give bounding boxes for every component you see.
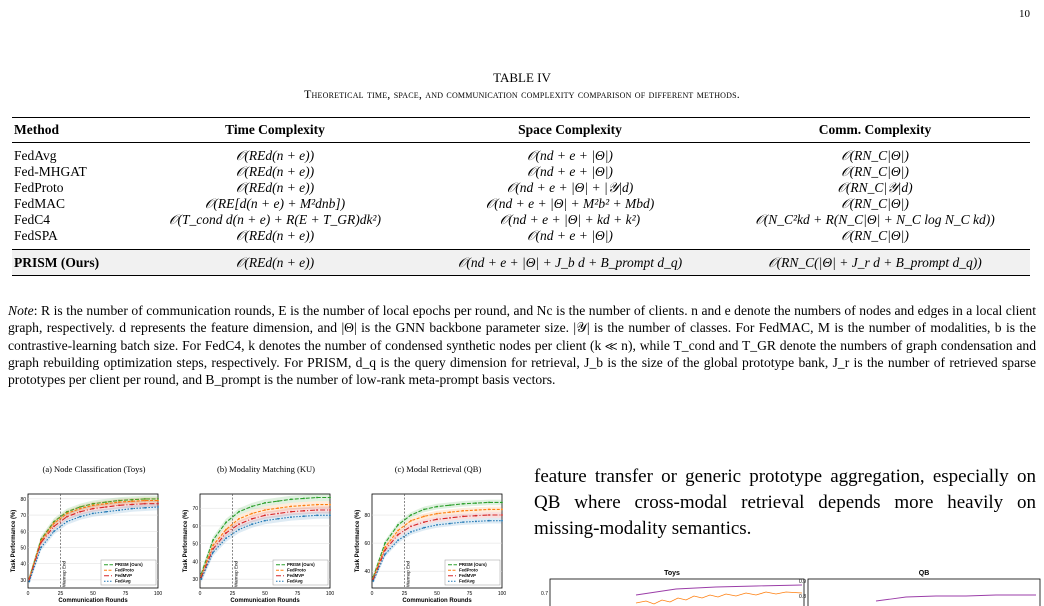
body-paragraph: feature transfer or generic prototype aggregation, especially on QB where cross-modal retrieval depends more heavily on missing-modality semantics. [534, 466, 1036, 539]
data-point [488, 509, 490, 511]
table-note: Note: R is the number of communication rounds, E is the number of local epochs per round, and Nc is the number of clients. n and e denote the numbers of nodes and edges in a local client graph, respectively. d represents the feature dimension, and |Θ| is the GNN backbone parameter size. |𝒴| is the number of classes. For FedMAC, M is the number of modalities, b is the contrastive-learning batch size. For FedC4, k denotes the number of condensed synthetic nodes per client (k ≪ n), while T_cond and T_GR denote the numbers of graph condensation and graph rebuilding optimization steps, respectively. For PRISM, d_q is the query dimension for retrieval, J_b is the size of the global prototype bank, J_r is the number of retrieved sparse prototypes per client per round, and B_prompt is the number of low-rank meta-prompt basis vectors. [8, 303, 1036, 388]
data-point [277, 513, 279, 515]
legend-label: FedProto [287, 567, 306, 573]
data-point [79, 516, 81, 518]
data-point [105, 511, 107, 513]
data-point [53, 530, 55, 532]
data-point [384, 553, 386, 555]
cell-comm: 𝒪(RN_C|Θ|) [841, 148, 909, 163]
data-point [264, 502, 266, 504]
data-point [436, 506, 438, 508]
data-point [316, 509, 318, 511]
warmup-label: Warmup End [61, 560, 67, 588]
cell-space: 𝒪(nd + e + |Θ| + |𝒴|d) [506, 180, 634, 195]
legend-label: PRISM (Ours) [115, 562, 143, 567]
x-tick-label: 25 [229, 591, 236, 597]
cell-method: FedMAC [14, 196, 66, 211]
y-tick-label: 50 [20, 545, 26, 552]
data-point [316, 514, 318, 516]
data-point [397, 524, 399, 526]
legend-label: FedProto [115, 567, 134, 573]
data-point [225, 522, 227, 524]
cell-space: 𝒪(nd + e + |Θ|) [527, 148, 613, 163]
data-point [423, 527, 425, 529]
cell-method: FedC4 [14, 212, 51, 227]
line-chart-modality-matching [180, 474, 352, 606]
header-time: Time Complexity [130, 118, 420, 143]
y-tick-label: 60 [20, 529, 26, 536]
x-axis-label: Communication Rounds [230, 598, 300, 604]
x-tick-label: 100 [153, 591, 163, 597]
data-point [316, 504, 318, 506]
data-point [290, 498, 292, 500]
cell-method: FedAvg [14, 148, 57, 163]
x-tick-label: 50 [262, 591, 268, 597]
cell-time: 𝒪(REd(n + e)) [235, 228, 315, 243]
table-caption [0, 70, 1044, 102]
data-point [264, 514, 266, 516]
x-tick-label: 100 [497, 591, 507, 597]
data-point [131, 504, 133, 506]
fig2-line-orange [636, 592, 802, 604]
y-axis-label: Task Performance (%) [11, 509, 17, 573]
data-point [384, 549, 386, 551]
data-point [501, 502, 503, 504]
figure-panel-c [352, 464, 524, 606]
legend-label: FedProto [459, 567, 478, 573]
data-point [397, 539, 399, 541]
data-point [144, 503, 146, 505]
data-point [329, 514, 331, 516]
x-tick-label: 0 [198, 591, 202, 597]
x-tick-label: 100 [325, 591, 335, 597]
data-point [316, 497, 318, 499]
x-axis-label: Communication Rounds [402, 598, 472, 604]
data-point [436, 524, 438, 526]
fig2-title-qb: QB [918, 570, 930, 577]
line-chart-node-classification [8, 474, 180, 606]
note-text: R is the number of communication rounds, E is the number of local epochs per round, and Nc is the number of clients. n and e denote the numbers of nodes and edges in a local client graph, respectively. d represents the feature dimension, and |Θ| is the GNN backbone parameter size. |𝒴| is the number of classes. For FedMAC, M is the number of modalities, b is the contrastive-learning batch size. For FedC4, k denotes the number of condensed synthetic nodes per client (k ≪ n), while T_cond and T_GR denote the numbers of graph condensation and graph rebuilding optimization steps, respectively. For PRISM, d_q is the query dimension for retrieval, J_b is the size of the global prototype bank, J_r is the number of retrieved sparse prototypes per client per round, and B_prompt is the number of low-rank meta-prompt basis vectors. [8, 303, 1036, 388]
y-tick-label: 60 [192, 523, 198, 530]
data-point [118, 509, 120, 511]
header-space: Space Complexity [420, 118, 720, 143]
data-point [238, 511, 240, 513]
warmup-label: Warmup End [405, 560, 411, 588]
data-point [462, 516, 464, 518]
table-title: Theoretical time, space, and communication complexity comparison of different methods. [304, 87, 740, 101]
data-point [225, 532, 227, 534]
data-point [40, 542, 42, 544]
header-comm: Comm. Complexity [720, 118, 1030, 143]
cell-space: 𝒪(nd + e + |Θ| + J_b d + B_prompt d_q) [420, 250, 720, 276]
data-point [118, 504, 120, 506]
y-tick-label: 70 [20, 513, 26, 520]
x-tick-label: 75 [294, 591, 301, 597]
cell-comm: 𝒪(N_C²kd + R(N_C|Θ| + N_C log N_C kd)) [755, 212, 995, 227]
y-tick-label: 40 [20, 561, 26, 568]
table-row-ours [12, 250, 1030, 276]
data-point [449, 517, 451, 519]
line-chart-modal-retrieval [352, 474, 524, 606]
cell-space: 𝒪(nd + e + |Θ|) [527, 228, 613, 243]
data-point [475, 521, 477, 523]
data-point [449, 504, 451, 506]
x-tick-label: 25 [57, 591, 64, 597]
cell-comm: 𝒪(RN_C|Θ|) [841, 196, 909, 211]
data-point [200, 578, 202, 580]
data-point [212, 552, 214, 554]
data-point [488, 502, 490, 504]
header-method: Method [12, 118, 130, 143]
data-point [264, 509, 266, 511]
y-tick-label: 60 [364, 541, 370, 548]
data-point [410, 514, 412, 516]
data-point [423, 516, 425, 518]
y-tick-label: 40 [364, 569, 370, 576]
fig2-axes-qb [808, 579, 1040, 606]
data-point [410, 531, 412, 533]
data-point [157, 506, 159, 508]
data-point [436, 518, 438, 520]
data-point [251, 506, 253, 508]
legend-label: PRISM (Ours) [287, 562, 315, 567]
data-point [303, 515, 305, 517]
table-label: TABLE IV [493, 70, 551, 85]
x-tick-label: 25 [401, 591, 408, 597]
data-point [40, 547, 42, 549]
cell-comm: 𝒪(RN_C|Θ|) [841, 164, 909, 179]
data-point [329, 497, 331, 499]
data-point [238, 518, 240, 520]
table-header-row [12, 118, 1030, 143]
data-point [501, 509, 503, 511]
data-point [290, 506, 292, 508]
table-row [12, 212, 1030, 228]
data-point [277, 500, 279, 502]
table-row [12, 196, 1030, 212]
data-point [131, 508, 133, 510]
data-point [329, 509, 331, 511]
table-row [12, 143, 1030, 165]
data-point [66, 521, 68, 523]
y-tick-label: 80 [364, 513, 370, 520]
data-point [372, 580, 374, 582]
data-point [397, 534, 399, 536]
data-point [449, 523, 451, 525]
data-point [277, 518, 279, 520]
y-tick-label: 30 [192, 577, 198, 584]
y-tick-label: 40 [192, 559, 198, 566]
data-point [423, 521, 425, 523]
data-point [423, 509, 425, 511]
cell-time: 𝒪(RE[d(n + e) + M²dnb]) [204, 196, 346, 211]
data-point [79, 511, 81, 513]
warmup-label: Warmup End [233, 560, 239, 588]
x-tick-label: 0 [370, 591, 374, 597]
legend-label: FedAvg [287, 578, 303, 584]
figure-panel-a [8, 464, 180, 606]
data-point [462, 503, 464, 505]
fig2-ytick-qb-0: 0.9 [799, 579, 806, 585]
cell-space: 𝒪(nd + e + |Θ| + M²b² + Mbd) [485, 196, 655, 211]
x-axis-label: Communication Rounds [58, 598, 128, 604]
data-point [436, 513, 438, 515]
table-row [12, 164, 1030, 180]
cell-method: FedSPA [14, 228, 58, 243]
data-point [212, 539, 214, 541]
data-point [329, 504, 331, 506]
data-point [225, 537, 227, 539]
fig2-line-qb [876, 595, 1036, 601]
data-point [66, 516, 68, 518]
cell-time: 𝒪(REd(n + e)) [130, 250, 420, 276]
fig2-title-toys: Toys [664, 570, 680, 577]
cell-time: 𝒪(REd(n + e)) [235, 164, 315, 179]
data-point [92, 508, 94, 510]
data-point [303, 510, 305, 512]
fig2-axes-toys [550, 579, 804, 606]
cell-space: 𝒪(nd + e + |Θ| + kd + k²) [499, 212, 641, 227]
y-axis-label: Task Performance (%) [355, 509, 361, 573]
data-point [251, 523, 253, 525]
cell-time: 𝒪(T_cond d(n + e) + R(E + T_GR)dk²) [169, 212, 381, 227]
panel-title: (c) Modal Retrieval (QB) [394, 464, 482, 474]
cell-space: 𝒪(nd + e + |Θ|) [527, 164, 613, 179]
x-tick-label: 75 [122, 591, 129, 597]
data-point [475, 515, 477, 517]
cell-time: 𝒪(REd(n + e)) [235, 148, 315, 163]
data-point [238, 529, 240, 531]
fig2-ytick-qb-1: 0.8 [799, 594, 806, 600]
legend-label: FedAvg [115, 578, 131, 584]
note-label: Note [8, 303, 34, 318]
data-point [488, 514, 490, 516]
legend-label: FedAvg [459, 578, 475, 584]
figure-panel-b [180, 464, 352, 606]
data-point [303, 498, 305, 500]
panel-title: (a) Node Classification (Toys) [42, 464, 146, 474]
panel-title: (b) Modality Matching (KU) [217, 464, 315, 474]
cell-time: 𝒪(REd(n + e)) [235, 180, 315, 195]
data-point [264, 520, 266, 522]
y-tick-label: 80 [20, 496, 26, 503]
data-point [462, 521, 464, 523]
data-point [397, 530, 399, 532]
cell-method: FedProto [14, 180, 64, 195]
table-row [12, 180, 1030, 196]
data-point [105, 506, 107, 508]
y-axis-label: Task Performance (%) [183, 509, 189, 573]
x-tick-label: 75 [466, 591, 473, 597]
complexity-table [12, 117, 1030, 276]
data-point [410, 525, 412, 527]
data-point [290, 511, 292, 513]
legend-label: PRISM (Ours) [459, 562, 487, 567]
data-point [501, 520, 503, 522]
data-point [92, 513, 94, 515]
data-point [238, 523, 240, 525]
cell-comm: 𝒪(RN_C|𝒴|d) [837, 180, 913, 195]
table-body [12, 143, 1030, 250]
cell-comm: 𝒪(RN_C(|Θ| + J_r d + B_prompt d_q)) [720, 250, 1030, 276]
data-point [251, 513, 253, 515]
data-point [277, 507, 279, 509]
data-point [28, 581, 30, 583]
legend-label: FedMVP [287, 573, 304, 578]
data-point [290, 516, 292, 518]
figure-2-partial [536, 565, 1044, 606]
data-point [449, 511, 451, 513]
y-tick-label: 70 [192, 506, 198, 513]
data-point [53, 526, 55, 528]
data-point [475, 509, 477, 511]
cell-comm: 𝒪(RN_C|Θ|) [841, 228, 909, 243]
legend-label: FedMVP [459, 573, 476, 578]
data-point [410, 520, 412, 522]
data-point [144, 507, 146, 509]
y-tick-label: 50 [192, 541, 198, 548]
x-tick-label: 0 [26, 591, 30, 597]
data-point [251, 518, 253, 520]
x-tick-label: 50 [434, 591, 440, 597]
cell-method: PRISM (Ours) [12, 250, 130, 276]
page-number: 10 [1019, 8, 1030, 20]
legend-label: FedMVP [115, 573, 132, 578]
data-point [462, 510, 464, 512]
data-point [488, 520, 490, 522]
table-row [12, 228, 1030, 250]
data-point [501, 514, 503, 516]
y-tick-label: 30 [20, 577, 26, 584]
x-tick-label: 50 [90, 591, 96, 597]
cell-method: Fed-MHGAT [14, 164, 87, 179]
data-point [475, 502, 477, 504]
fig2-ytick-toys: 0.7 [541, 591, 548, 597]
data-point [303, 505, 305, 507]
